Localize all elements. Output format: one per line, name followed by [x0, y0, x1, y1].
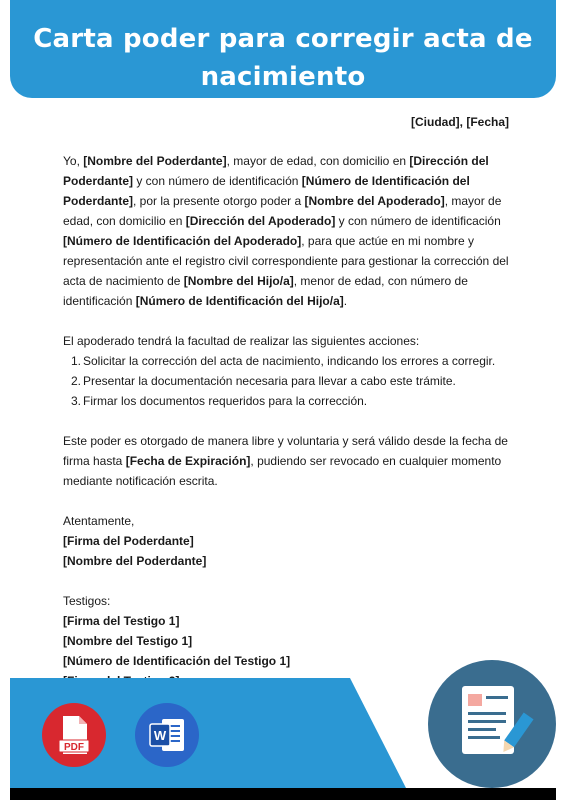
- list-text: Solicitar la corrección del acta de nacimiento, indicando los errores a corregir.: [83, 354, 496, 368]
- text: y con número de identificación: [335, 214, 501, 228]
- placeholder-attorney-address: [Dirección del Apoderado]: [185, 214, 336, 228]
- word-label: W: [153, 728, 167, 743]
- list-number: 3.: [71, 394, 82, 408]
- text: , mayor de edad, con domicilio en: [226, 154, 410, 168]
- list-text: Firmar los documentos requeridos para la corrección.: [83, 394, 368, 408]
- witness-label: Testigos:: [63, 594, 111, 608]
- text: Yo,: [63, 154, 84, 168]
- list-number: 1.: [71, 354, 82, 368]
- text: y con número de identificación: [133, 174, 302, 188]
- placeholder-attorney-id: [Número de Identificación del Apoderado]: [63, 234, 302, 248]
- text: Este poder es otorgado de manera libre y voluntaria y será válido desde la fecha de firma hasta: [63, 434, 508, 468]
- list-text: Presentar la documentación necesaria para llevar a cabo este trámite.: [83, 374, 456, 388]
- signature-name: [Nombre del Poderdante]: [63, 554, 207, 568]
- powers-list: [63, 351, 509, 411]
- page-title: [10, 20, 556, 96]
- closing: Atentamente,: [63, 514, 135, 528]
- title-line-2: nacimiento: [200, 62, 366, 92]
- signature-line: [Firma del Poderdante]: [63, 534, 194, 548]
- witness-line: [Firma del Testigo 1]: [63, 614, 180, 628]
- list-item: [63, 371, 509, 391]
- placeholder-grantor-name: [Nombre del Poderdante]: [83, 154, 227, 168]
- placeholder-child-name: [Nombre del Hijo/a]: [183, 274, 294, 288]
- list-item: [63, 351, 509, 371]
- text: .: [343, 294, 348, 308]
- text: , por la presente otorgo poder a: [133, 194, 305, 208]
- paragraph-grant: [63, 151, 509, 311]
- letter-body: [63, 151, 509, 691]
- placeholder-expiration-date: [Fecha de Expiración]: [125, 454, 251, 468]
- list-number: 2.: [71, 374, 82, 388]
- paragraph-powers: El apoderado tendrá la facultad de realizar las siguientes acciones:: [63, 334, 420, 348]
- document-circle: [428, 660, 556, 788]
- placeholder-grantor-address: [Dirección del Poderdante]: [63, 154, 489, 188]
- witness-line: [Nombre del Testigo 1]: [63, 634, 193, 648]
- title-line-1: Carta poder para corregir acta de: [33, 24, 533, 54]
- text: , pudiendo ser revocado en cualquier momento mediante notificación escrita.: [63, 454, 502, 488]
- text: , para que actúe en mi nombre y representación ante el registro civil correspondiente para gestionar la corrección del acta de nacimiento de: [63, 234, 509, 288]
- place-date: [Ciudad], [Fecha]: [411, 115, 509, 129]
- placeholder-child-id: [Número de Identificación del Hijo/a]: [135, 294, 344, 308]
- pdf-label: PDF: [64, 742, 84, 753]
- placeholder-attorney-name: [Nombre del Apoderado]: [304, 194, 445, 208]
- witness-line: [Número de Identificación del Testigo 1]: [63, 654, 291, 668]
- word-download-button[interactable]: [135, 703, 199, 767]
- text: , menor de edad, con número de identificación: [63, 274, 468, 308]
- pdf-download-button[interactable]: [42, 703, 106, 767]
- document-edit-icon: [428, 660, 556, 788]
- word-file-icon: [135, 703, 199, 767]
- text: , mayor de edad, con domicilio en: [63, 194, 502, 228]
- paragraph-validity: [63, 431, 509, 491]
- pdf-file-icon: [42, 703, 106, 767]
- placeholder-grantor-id: [Número de Identificación del Poderdante]: [63, 174, 470, 208]
- bottom-bar: [10, 788, 556, 800]
- list-item: [63, 391, 509, 411]
